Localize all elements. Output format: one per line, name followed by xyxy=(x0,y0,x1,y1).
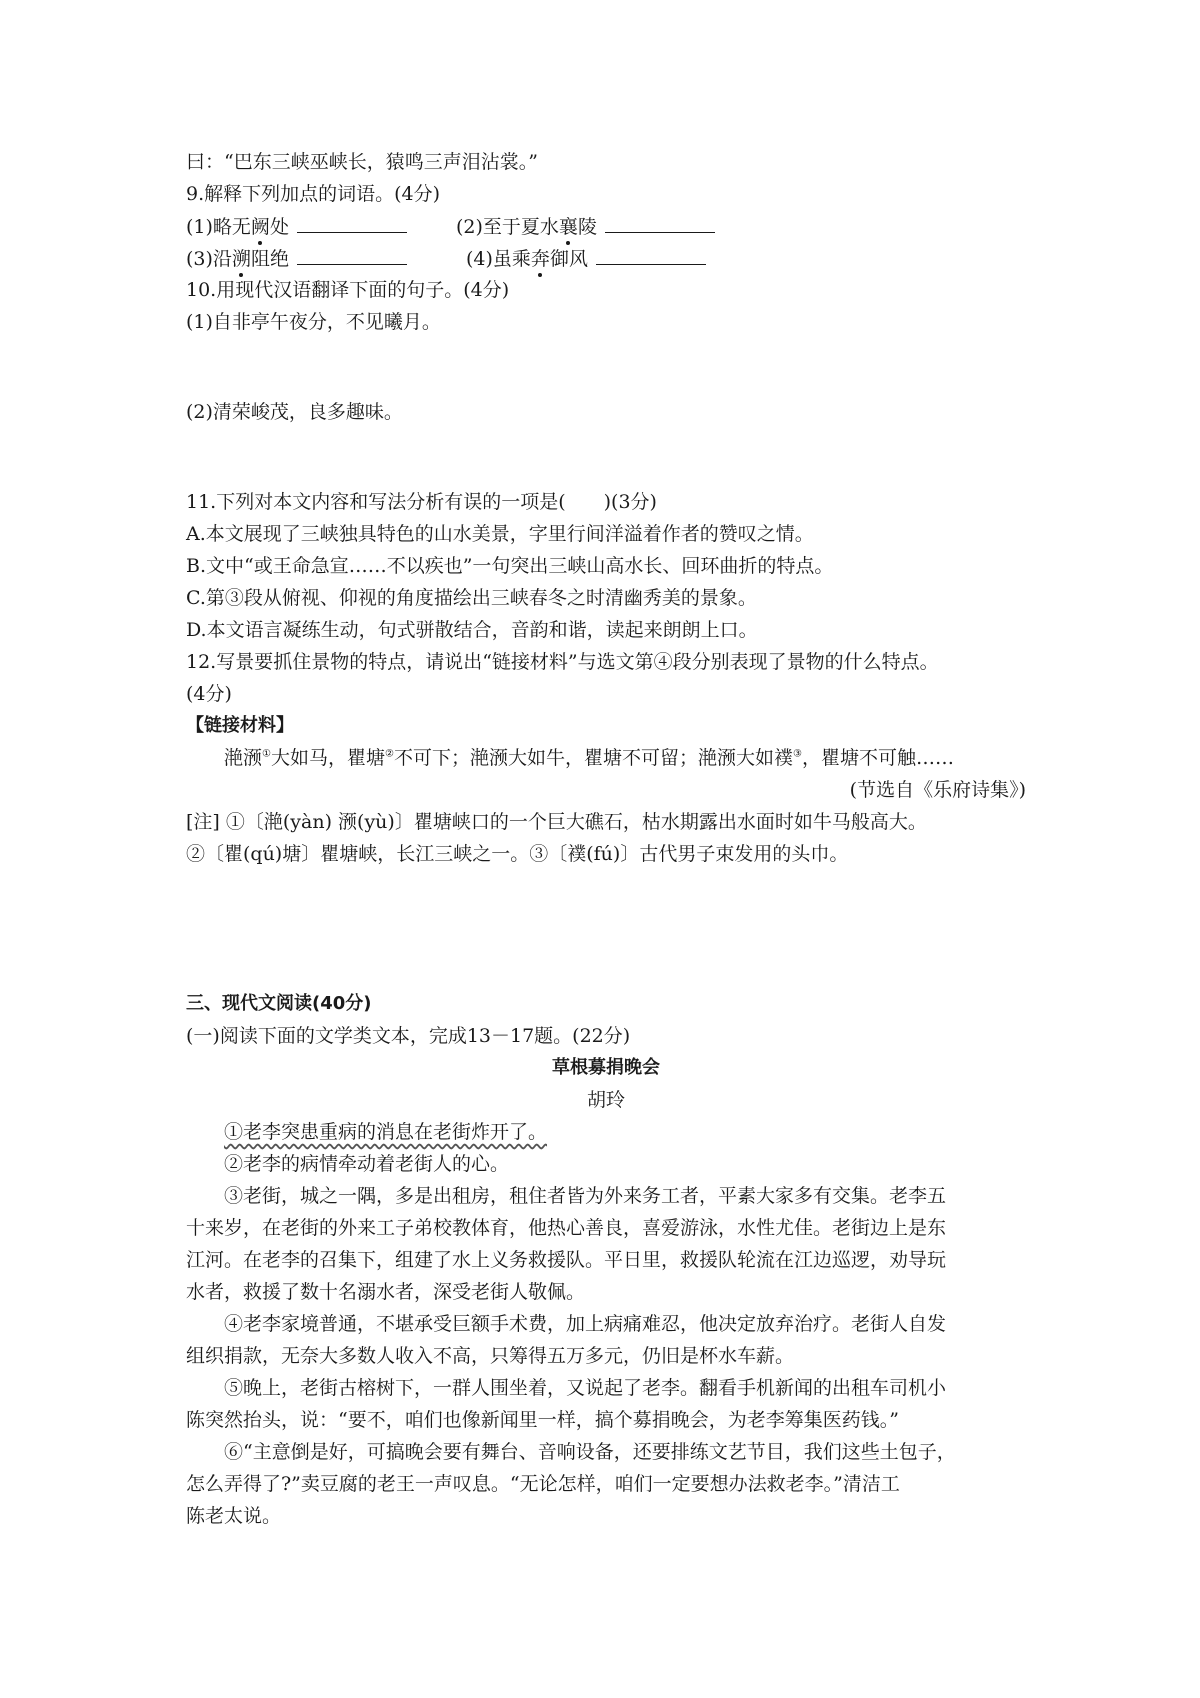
q11-option-c: C.第③段从俯视、仰视的角度描绘出三峡春冬之时清幽秀美的景象。 xyxy=(186,587,757,609)
paragraph-3-line-3: 江河。在老李的召集下，组建了水上义务救援队。平日里，救援队轮流在江边巡逻，劝导玩 xyxy=(186,1249,947,1271)
q11-option-d: D.本文语言凝练生动，句式骈散结合，音韵和谐，读起来朗朗上口。 xyxy=(186,619,758,641)
q9-title: 9.解释下列加点的词语。(4分) xyxy=(186,183,441,205)
material-poem: 滟滪①大如马，瞿塘②不可下；滟滪大如牛，瞿塘不可留；滟滪大如襆③，瞿塘不可触…… xyxy=(224,747,954,769)
q10-sentence-2: (2)清荣峻茂，良多趣味。 xyxy=(186,401,403,423)
q9-item-1: (1)略无阙处 xyxy=(186,210,424,243)
paragraph-5-line-2: 陈突然抬头，说：“要不，咱们也像新闻里一样，搞个募捐晚会，为老李筹集医药钱。” xyxy=(186,1409,899,1431)
q9-row-1 xyxy=(186,210,1026,242)
paragraph-6-line-3: 陈老太说。 xyxy=(186,1505,282,1527)
material-note-2: ②〔瞿(qú)塘〕瞿塘峡，长江三峡之一。③〔襆(fú)〕古代男子束发用的头巾。 xyxy=(186,843,849,865)
paragraph-3-line-1: ③老街，城之一隅，多是出租房，租住者皆为外来务工者，平素大家多有交集。老李五 xyxy=(224,1185,947,1207)
document-page xyxy=(186,146,1026,1532)
paragraph-1: ①老李突患重病的消息在老街炸开了。 xyxy=(224,1121,548,1143)
answer-blank[interactable] xyxy=(297,242,407,265)
q11-option-a: A.本文展现了三峡独具特色的山水美景，字里行间洋溢着作者的赞叹之情。 xyxy=(186,523,814,545)
material-note-1: [注] ①〔滟(yàn) 滪(yù)〕瞿塘峡口的一个巨大礁石，枯水期露出水面时如牛马般高大。 xyxy=(186,811,927,833)
answer-blank[interactable] xyxy=(297,210,407,233)
paragraph-5-line-1: ⑤晚上，老街古榕树下，一群人围坐着，又说起了老李。翻看手机新闻的出租车司机小 xyxy=(224,1377,947,1399)
story-author: 胡玲 xyxy=(586,1089,625,1111)
q9-row-2 xyxy=(186,242,1026,274)
q9-item-3: (3)沿溯阻绝 xyxy=(186,242,424,275)
q11-title: 11.下列对本文内容和写法分析有误的一项是( )(3分) xyxy=(186,491,657,513)
material-heading: 【链接材料】 xyxy=(186,715,294,736)
answer-space[interactable] xyxy=(186,338,1026,396)
paragraph-3-line-2: 十来岁，在老街的外来工子弟校教体育，他热心善良，喜爱游泳，水性尤佳。老街边上是东 xyxy=(186,1217,947,1239)
q12-title: 12.写景要抓住景物的特点，请说出“链接材料”与选文第④段分别表现了景物的什么特点。 xyxy=(186,651,939,673)
answer-space[interactable] xyxy=(186,428,1026,486)
material-source: (节选自《乐府诗集》) xyxy=(849,779,1026,801)
paragraph-4-line-2: 组织捐款，无奈大多数人收入不高，只筹得五万多元，仍旧是杯水车薪。 xyxy=(186,1345,795,1367)
q12-score: (4分) xyxy=(186,683,232,705)
q11-option-b: B.文中“或王命急宣……不以疾也”一句突出三峡山高水长、回环曲折的特点。 xyxy=(186,555,834,577)
paragraph-6-line-1: ⑥“主意倒是好，可搞晚会要有舞台、音响设备，还要排练文艺节目，我们这些土包子， xyxy=(224,1441,956,1463)
paragraph-3-line-4: 水者，救援了数十名溺水者，深受老街人敬佩。 xyxy=(186,1281,586,1303)
story-title: 草根募捐晚会 xyxy=(552,1057,660,1078)
top-quote: 曰：“巴东三峡巫峡长，猿鸣三声泪沾裳。” xyxy=(186,151,538,173)
paragraph-4-line-1: ④老李家境普通，不堪承受巨额手术费，加上病痛难忍，他决定放弃治疗。老街人自发 xyxy=(224,1313,947,1335)
answer-blank[interactable] xyxy=(596,242,706,265)
q9-item-4: (4)虽乘奔御风 xyxy=(466,242,706,275)
answer-space[interactable] xyxy=(186,870,1026,988)
section-intro: (一)阅读下面的文学类文本，完成13－17题。(22分) xyxy=(186,1025,631,1047)
q10-sentence-1: (1)自非亭午夜分，不见曦月。 xyxy=(186,311,441,333)
section-heading: 三、现代文阅读(40分) xyxy=(186,993,372,1014)
q9-item-2: (2)至于夏水襄陵 xyxy=(456,210,715,243)
paragraph-2: ②老李的病情牵动着老街人的心。 xyxy=(224,1153,510,1175)
answer-blank[interactable] xyxy=(605,210,715,233)
paragraph-6-line-2: 怎么弄得了?”卖豆腐的老王一声叹息。“无论怎样，咱们一定要想办法救老李。”清洁工 xyxy=(186,1473,900,1495)
q10-title: 10.用现代汉语翻译下面的句子。(4分) xyxy=(186,279,510,301)
